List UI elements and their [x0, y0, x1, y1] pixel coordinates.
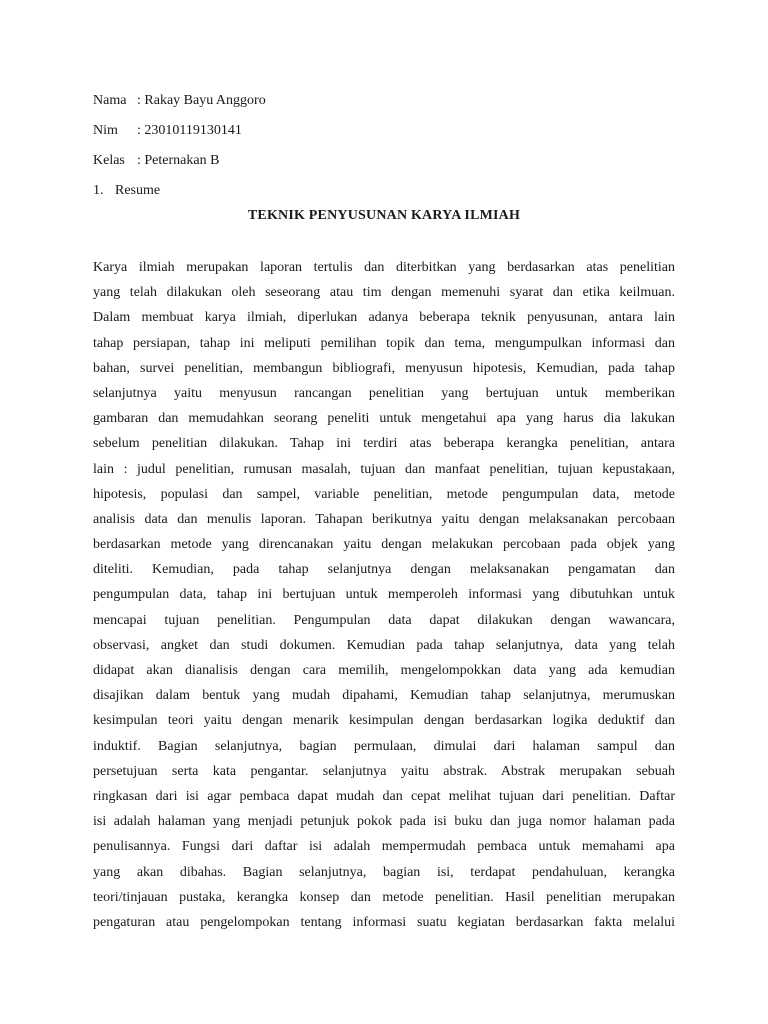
- body-line: tahap persiapan, tahap ini meliputi pemilihan topik dan tema, mengumpulkan informasi dan: [93, 335, 675, 351]
- document-title: TEKNIK PENYUSUNAN KARYA ILMIAH: [247, 208, 521, 223]
- body-line: bahan, survei penelitian, membangun bibliografi, menyusun hipotesis, Kemudian, pada tahap: [93, 360, 675, 376]
- body-line: disajikan dalam bentuk yang mudah dipahami, Kemudian tahap selanjutnya, merumuskan: [93, 688, 675, 704]
- body-line: analisis data dan menulis laporan. Tahapan berikutnya yaitu dengan melaksanakan percobaan: [93, 511, 675, 527]
- body-line: teori/tinjauan pustaka, kerangka konsep dan metode penelitian. Hasil penelitian merupakan: [93, 889, 675, 905]
- info-label: Kelas: [93, 153, 125, 168]
- info-row-nim: [93, 116, 266, 146]
- body-line: induktif. Bagian selanjutnya, bagian permulaan, dimulai dari halaman sampul dan: [93, 738, 675, 754]
- info-value: : Peternakan B: [137, 153, 220, 168]
- body-line: Dalam membuat karya ilmiah, diperlukan adanya beberapa teknik penyusunan, antara lain: [93, 310, 675, 326]
- body-line: pengaturan atau pengelompokan tentang informasi suatu kegiatan berdasarkan fakta melalui: [93, 914, 675, 930]
- list-text: Resume: [115, 183, 161, 198]
- body-line: yang telah dilakukan oleh seseorang atau tim dengan memenuhi syarat dan etika keilmuan.: [93, 285, 675, 301]
- info-row-nama: [93, 86, 266, 116]
- body-line: pengumpulan data, tahap ini bertujuan untuk memperoleh informasi yang dibutuhkan untuk: [93, 587, 675, 603]
- body-line: hipotesis, populasi dan sampel, variable penelitian, metode pengumpulan data, metode: [93, 486, 675, 502]
- info-label: Nama: [93, 93, 127, 108]
- info-value: : 23010119130141: [137, 123, 242, 138]
- body-paragraph: [93, 255, 675, 935]
- body-line: didapat akan dianalisis dengan cara memilih, mengelompokkan data yang ada kemudian: [93, 663, 675, 678]
- body-line: observasi, angket dan studi dokumen. Kemudian pada tahap selanjutnya, data yang telah: [93, 637, 675, 653]
- body-line: berdasarkan metode yang direncanakan yaitu dengan melakukan percobaan pada objek yang: [93, 537, 675, 553]
- body-line: isi adalah halaman yang menjadi petunjuk pokok pada isi buku dan juga nomor halaman pada: [93, 814, 675, 830]
- student-info: [93, 86, 266, 206]
- body-line: ringkasan dari isi agar pembaca dapat mudah dan cepat melihat tujuan dari penelitian. Daftar: [93, 788, 675, 804]
- info-value: : Rakay Bayu Anggoro: [137, 93, 266, 108]
- body-line: penulisannya. Fungsi dari daftar isi adalah mempermudah pembaca untuk memahami apa: [93, 839, 675, 855]
- body-line: diteliti. Kemudian, pada tahap selanjutnya dengan melaksanakan pengamatan dan: [93, 562, 675, 578]
- body-line: Karya ilmiah merupakan laporan tertulis dan diterbitkan yang berdasarkan atas penelitian: [93, 260, 675, 275]
- body-line: persetujuan serta kata pengantar. selanjutnya yaitu abstrak. Abstrak merupakan sebuah: [93, 763, 675, 779]
- body-line: sebelum penelitian dilakukan. Tahap ini terdiri atas beberapa kerangka penelitian, antara: [93, 436, 675, 452]
- body-line: gambaran dan memudahkan seorang peneliti untuk mengetahui apa yang harus dia lakukan: [93, 411, 675, 427]
- body-line: mencapai tujuan penelitian. Pengumpulan data dapat dilakukan dengan wawancara,: [93, 612, 675, 628]
- body-line: kesimpulan teori yaitu dengan menarik kesimpulan dengan berdasarkan logika deduktif dan: [93, 713, 675, 729]
- body-line: selanjutnya yaitu menyusun rancangan penelitian yang bertujuan untuk memberikan: [93, 385, 675, 401]
- info-label: Nim: [93, 123, 118, 138]
- body-line: lain : judul penelitian, rumusan masalah, tujuan dan manfaat penelitian, tujuan kepustakaan,: [93, 461, 675, 477]
- list-item-resume: [93, 176, 266, 206]
- body-line: yang akan dibahas. Bagian selanjutnya, bagian isi, terdapat pendahuluan, kerangka: [93, 864, 675, 880]
- list-number: 1.: [93, 183, 104, 198]
- info-row-kelas: [93, 146, 266, 176]
